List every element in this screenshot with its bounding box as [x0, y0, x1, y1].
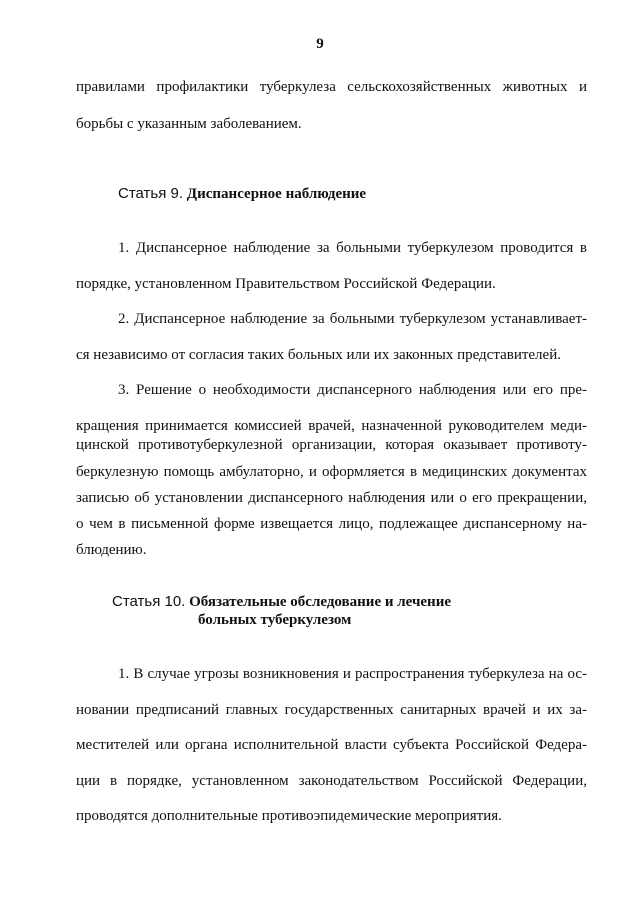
text-line: порядке, установленном Правительством Российской Федерации.: [76, 276, 496, 292]
text-line: 2. Диспансерное наблюдение за больными туберкулезом устанавливает-: [118, 311, 587, 327]
article-title: Обязательные обследование и лечение: [189, 594, 452, 610]
article-label: Статья 10.: [112, 593, 186, 610]
text-line: 1. Диспансерное наблюдение за больными туберкулезом проводится в: [118, 240, 587, 256]
text-line: правилами профилактики туберкулеза сельскохозяйственных животных и: [76, 79, 587, 95]
text-line: проводятся дополнительные противоэпидемические мероприятия.: [76, 808, 502, 824]
text-line: кращения принимается комиссией врачей, назначенной руководителем меди-: [76, 418, 587, 434]
text-line: 1. В случае угрозы возникновения и распространения туберкулеза на ос-: [118, 666, 587, 682]
text-line: цинской противотуберкулезной организации, которая оказывает противоту-: [76, 437, 587, 453]
article-title: Диспансерное наблюдение: [186, 186, 367, 202]
article-title-continuation: больных туберкулезом: [198, 612, 352, 628]
article-label: Статья 9.: [118, 185, 184, 202]
text-line: блюдению.: [76, 542, 147, 558]
text-line: записью об установлении диспансерного наблюдения или о его прекращении,: [76, 490, 587, 506]
text-line: борьбы с указанным заболеванием.: [76, 116, 302, 132]
text-line: ции в порядке, установленном законодательством Российской Федерации,: [76, 773, 587, 789]
article-10-heading: [112, 593, 451, 611]
text-line: ся независимо от согласия таких больных или их законных представителей.: [76, 347, 561, 363]
text-line: беркулезную помощь амбулаторно, и оформляется в медицинских документах: [76, 464, 587, 480]
page-number: 9: [316, 36, 324, 52]
text-line: новании предписаний главных государственных санитарных врачей и их за-: [76, 702, 587, 718]
article-9-heading: [118, 185, 366, 203]
text-line: 3. Решение о необходимости диспансерного наблюдения или его пре-: [118, 382, 587, 398]
text-line: местителей или органа исполнительной власти субъекта Российской Федера-: [76, 737, 587, 753]
text-line: о чем в письменной форме извещается лицо, подлежащее диспансерному на-: [76, 516, 587, 532]
